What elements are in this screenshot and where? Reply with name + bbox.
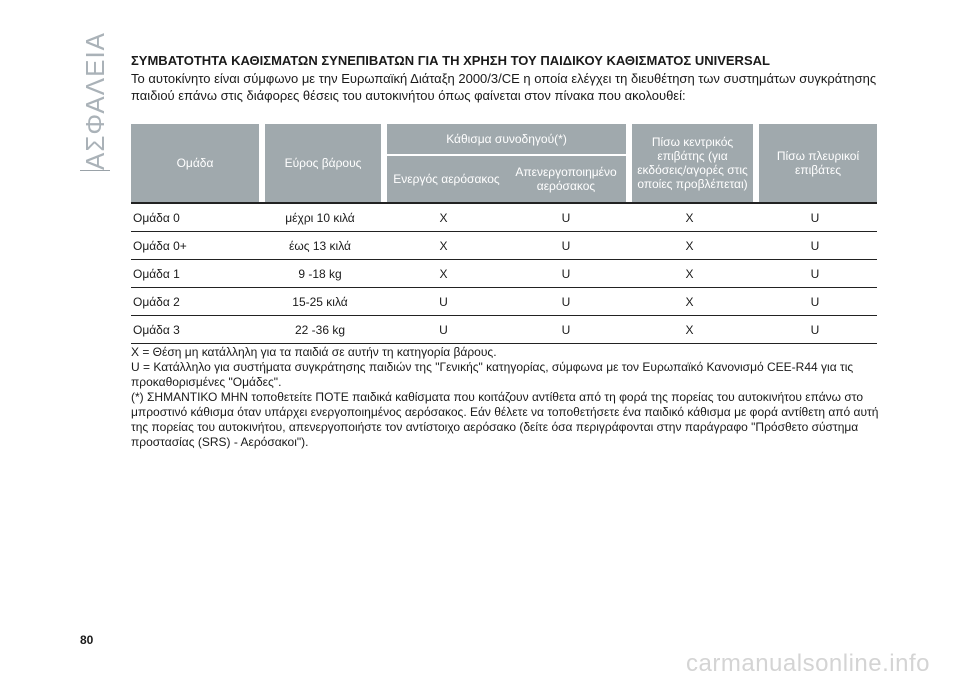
cell-group: Ομάδα 0 — [131, 202, 259, 231]
cell-rear-center: X — [626, 202, 753, 231]
cell-weight: έως 13 κιλά — [259, 231, 381, 259]
cell-rear-center: X — [626, 231, 753, 259]
page-title: ΣΥΜΒΑΤΟΤΗΤΑ ΚΑΘΙΣΜΑΤΩΝ ΣΥΝΕΠΙΒΑΤΩΝ ΓΙΑ ΤΗ ΧΡΗΣΗ ΤΟΥ ΠΑΙΔΙΚΟΥ ΚΑΘΙΣΜΑΤΟΣ UNIVERSAL — [131, 53, 770, 68]
table-row — [131, 259, 877, 287]
cell-airbag-deactivated: U — [506, 231, 626, 259]
seat-compatibility-table — [131, 124, 877, 344]
header-group: Ομάδα — [131, 124, 259, 202]
cell-rear-side: U — [753, 259, 877, 287]
header-airbag-active: Ενεργός αερόσακος — [381, 154, 506, 202]
note-x: X = Θέση μη κατάλληλη για τα παιδιά σε αυτήν τη κατηγορία βάρους. — [131, 345, 497, 359]
note-important: (*) ΣΗΜΑΝΤΙΚΟ ΜΗΝ τοποθετείτε ΠΟΤΕ παιδικά καθίσματα που κοιτάζουν αντίθετα από τη φορά της πορείας του αυτοκινήτου επάνω στο μπροστινό κάθισμα όταν υπάρχει ενεργοποιημένος αερόσακος. Εάν θέλετε να τοποθετήσετε ένα παιδικό κάθισμα με φορά αντίθετη από αυτή της πορείας του αυτοκινήτου, απενεργοποιήστε τον αντίστοιχο αερόσακο (δείτε όσα περιγράφονται στην παράγραφο "Πρόσθετο σύστημα προστασίας (SRS) - Αερόσακοι"). — [131, 390, 879, 449]
cell-airbag-deactivated: U — [506, 315, 626, 344]
cell-rear-side: U — [753, 315, 877, 344]
cell-airbag-deactivated: U — [506, 202, 626, 231]
table-row — [131, 315, 877, 344]
cell-airbag-active: U — [381, 315, 506, 344]
cell-airbag-active: X — [381, 231, 506, 259]
header-weight-range: Εύρος βάρους — [259, 124, 381, 202]
cell-weight: 15-25 κιλά — [259, 287, 381, 315]
cell-rear-center: X — [626, 315, 753, 344]
section-tab-label: ΑΣΦΑΛΕΙΑ — [80, 31, 110, 170]
cell-weight: μέχρι 10 κιλά — [259, 202, 381, 231]
cell-group: Ομάδα 2 — [131, 287, 259, 315]
cell-rear-center: X — [626, 287, 753, 315]
cell-weight: 9 -18 kg — [259, 259, 381, 287]
intro-paragraph: Το αυτοκίνητο είναι σύμφωνο με την Ευρωπαϊκή Διάταξη 2000/3/CE η οποία ελέγχει τη διευθέτηση των συστημάτων συγκράτησης παιδιού επάνω στις διάφορες θέσεις του αυτοκινήτου όπως φαίνεται στον πίνακα που ακολουθεί: — [131, 71, 877, 103]
cell-group: Ομάδα 1 — [131, 259, 259, 287]
table-row — [131, 202, 877, 231]
section-tab — [80, 31, 110, 170]
table-notes — [131, 345, 881, 450]
cell-airbag-deactivated: U — [506, 259, 626, 287]
cell-rear-side: U — [753, 202, 877, 231]
cell-airbag-deactivated: U — [506, 287, 626, 315]
note-u: U = Κατάλληλο για συστήματα συγκράτησης παιδιών της "Γενικής" κατηγορίας, σύμφωνα με τον Ευρωπαϊκό Κανονισμό CEE-R44 για τις προκαθορισμένες "Ομάδες". — [131, 360, 854, 389]
cell-rear-side: U — [753, 287, 877, 315]
cell-rear-side: U — [753, 231, 877, 259]
cell-weight: 22 -36 kg — [259, 315, 381, 344]
cell-airbag-active: U — [381, 287, 506, 315]
cell-group: Ομάδα 0+ — [131, 231, 259, 259]
cell-airbag-active: X — [381, 259, 506, 287]
cell-rear-center: X — [626, 259, 753, 287]
header-airbag-deactivated: Απενεργοποιημένο αερόσακος — [506, 154, 626, 202]
table-row — [131, 287, 877, 315]
page-number: 80 — [80, 633, 94, 647]
watermark: carmanualsonline.info — [686, 650, 930, 677]
header-rear-side: Πίσω πλευρικοί επιβάτες — [753, 124, 877, 202]
section-tab-rule — [80, 170, 110, 171]
header-rear-center: Πίσω κεντρικός επιβάτης (για εκδόσεις/αγορές στις οποίες προβλέπεται) — [626, 124, 753, 202]
cell-airbag-active: X — [381, 202, 506, 231]
header-passenger-seat: Κάθισμα συνοδηγού(*) — [381, 124, 626, 154]
cell-group: Ομάδα 3 — [131, 315, 259, 344]
table-row — [131, 231, 877, 259]
